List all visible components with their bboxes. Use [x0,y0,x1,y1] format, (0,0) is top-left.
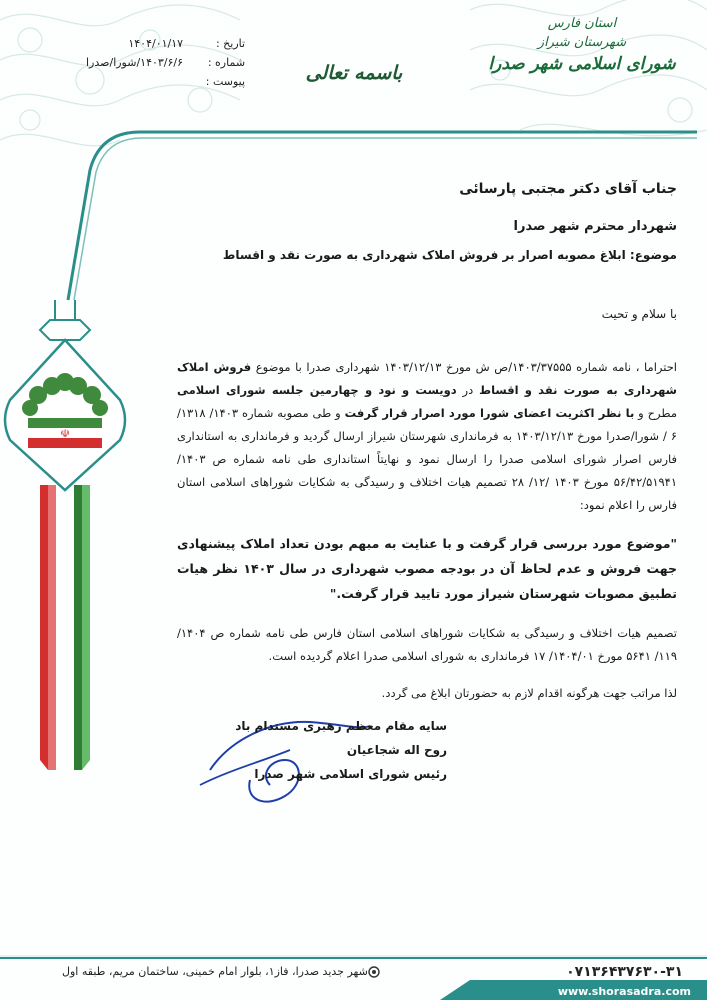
subject-text: ابلاغ مصوبه اصرار بر فروش املاک شهرداری به صورت نقد و اقساط [222,248,626,262]
para1-part-a: احتراما ، نامه شماره ۱۴۰۳/۳۷۵۵۵/ص ش مورخ ۱۴۰۳/۱۲/۱۳ شهرداری صدرا با موضوع [251,360,678,374]
para1-part-f: با نظر اکثریت اعضای شورا مورد اصرار قرار گرفت [344,406,635,420]
greeting: با سلام و تحیت [601,307,677,321]
letter-meta [86,34,245,91]
recipient-title: شهردار محترم شهر صدرا [513,219,677,234]
paragraph-2: تصمیم هیات اختلاف و رسیدگی به شکایات شوراهای اسلامی استان فارس طی نامه شماره ص ۱۴۰۴/ ۱۱۹/ ۵۶۴۱ مورخ ۱۴۰۴/۰۱/ ۱۷ فرمانداری به شورای اسلامی صدرا اعلام گردیده است. [177,626,677,663]
paragraph-1 [177,356,677,517]
subject-line [177,244,677,267]
county-name: شهرستان شیراز [537,35,627,50]
para1-part-b: فروش املاک شهرداری به صورت نقد و اقساط [177,360,677,397]
footer-website: www.shorasadra.com [557,985,691,998]
council-emblem [0,300,130,780]
signature-block [235,714,447,786]
paragraph-3: لذا مراتب جهت هرگونه اقدام لازم به حضورتان ابلاغ می گردد. [381,686,677,700]
motto-calligraphy: باسمه تعالی [305,62,403,84]
location-pin-icon [368,966,380,978]
footer-address: شهر جدید صدرا، فاز۱، بلوار امام خمینی، ساختمان مریم، طبقه اول [62,965,368,978]
quoted-decision: "موضوع مورد بررسی قرار گرفت و با عنایت به مبهم بودن تعداد املاک پیشنهادی جهت فروش و عدم لحاظ آن در بودجه مصوب شهرداری در سال ۱۴۰۳ نظر هیات تطبیق مصوبات شهرستان شیراز مورد تایید قرار گرفت." [177,536,677,601]
signature-line-1: سایه مقام معظم رهبری مستدام باد [235,719,447,733]
number-label: شماره : [207,56,246,69]
date-label: تاریخ : [215,37,246,50]
para1-part-d: دویست و نود و چهارمین جلسه شورای اسلامی [177,383,457,397]
signatory-name: روح اله شجاعیان [346,743,447,757]
para1-part-e: مطرح و [634,406,677,420]
footer-phone: ۰۷۱۳۶۴۳۷۶۳۰-۳۱ [566,964,683,980]
letter-body [177,178,677,705]
number-value: ۱۴۰۳/۶/۶/شورا/صدرا [86,56,184,69]
date-value: ۱۴۰۴/۰۱/۱۷ [128,37,184,50]
subject-label: موضوع: [629,248,677,262]
para1-part-g: و طی مصوبه شماره ۱۴۰۳/ ۱۳۱۸/ ۶ / شورا/صدرا مورخ ۱۴۰۳/۱۲/۱۳ به فرمانداری شهرستان شیراز ارسال گردید و فرمانداری به استانداری فارس اصرار شورای اسلامی صدرا را ارسال نمود و نهایتاً استانداری طی نامه شماره ص ۱۴۰۳/ ۵۶/۴۲/۵۱۹۴۱ مورخ ۱۴۰۳ /۱۲/ ۲۸ تصمیم هیات اختلاف و رسیدگی به شکایات شوراهای اسلامی استان فارس را اعلام نمود: [177,406,678,512]
svg-text:☫: ☫ [60,427,70,440]
signatory-title: رئیس شورای اسلامی شهر صدرا [254,767,447,781]
letterhead [477,16,687,74]
province-name: استان فارس [547,16,617,31]
para1-part-c: در [456,383,480,397]
recipient-name: جناب آقای دکتر مجتبی پارسائی [459,181,677,197]
number-row [86,53,245,72]
attachment-label: پیوست : [205,75,246,88]
emblem-knot-icon [40,300,90,340]
date-row [86,34,245,53]
attachment-row [86,72,245,91]
council-name: شورای اسلامی شهر صدرا [488,54,676,74]
